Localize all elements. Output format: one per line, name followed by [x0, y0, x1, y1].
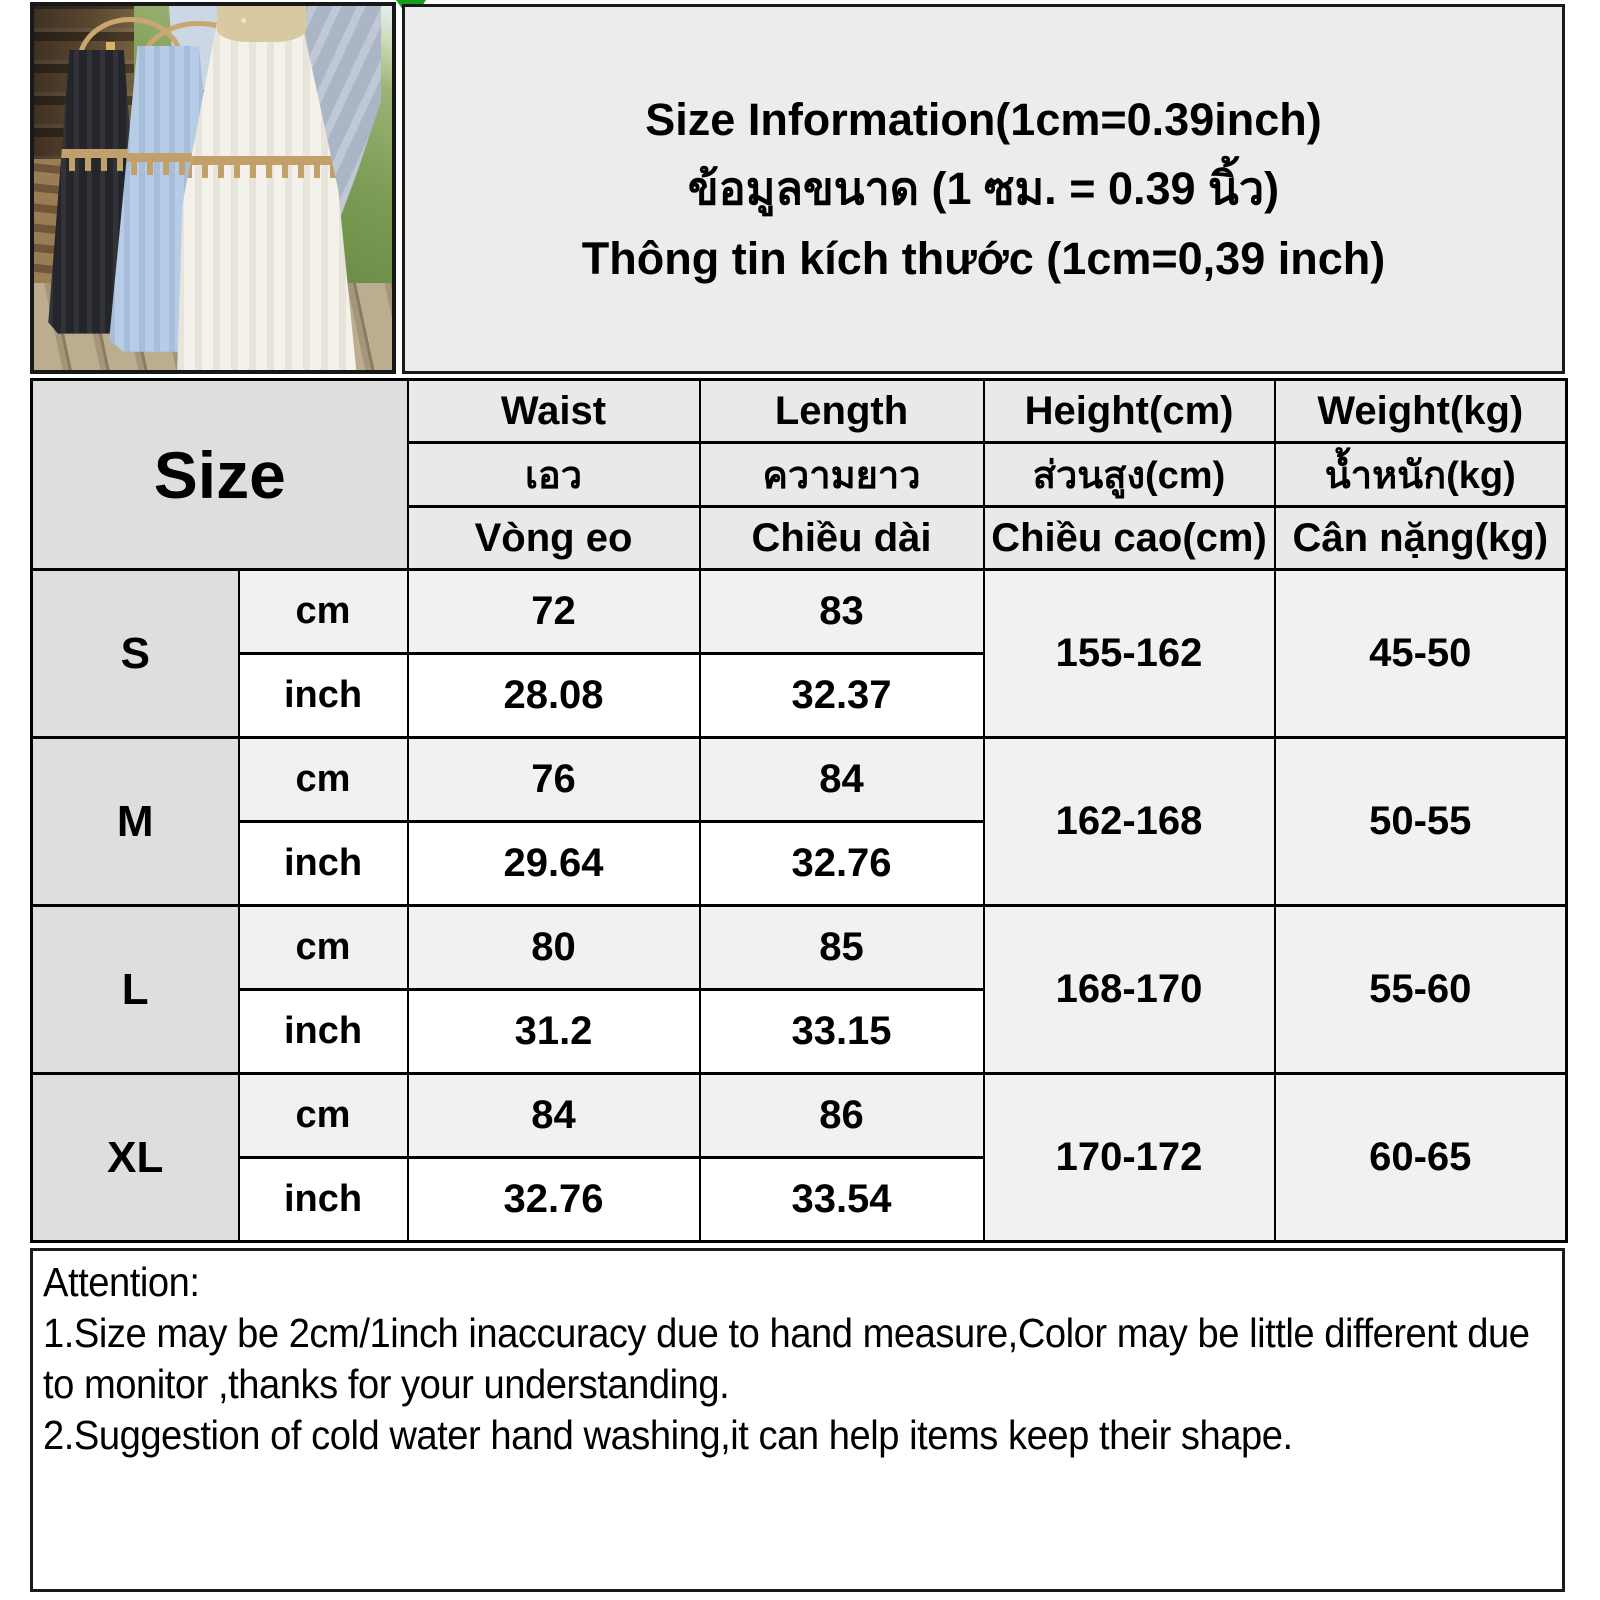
- unit-label-inch: inch: [239, 654, 408, 738]
- height-m: 162-168: [984, 738, 1275, 906]
- waist-m-cm: 76: [408, 738, 700, 822]
- waist-s-cm: 72: [408, 570, 700, 654]
- length-xl-inch: 33.54: [700, 1158, 984, 1242]
- table-row-m-cm: [32, 738, 1567, 822]
- header-row-english: [32, 380, 1567, 443]
- photo-lace-top: [217, 6, 307, 42]
- waist-l-inch: 31.2: [408, 990, 700, 1074]
- weight-s: 45-50: [1275, 570, 1567, 738]
- size-label-l: L: [32, 906, 239, 1074]
- col-header-height-en: Height(cm): [984, 380, 1275, 443]
- length-xl-cm: 86: [700, 1074, 984, 1158]
- height-xl: 170-172: [984, 1074, 1275, 1242]
- attention-heading: Attention:: [43, 1259, 200, 1305]
- col-header-length-en: Length: [700, 380, 984, 443]
- length-l-cm: 85: [700, 906, 984, 990]
- col-header-waist-en: Waist: [408, 380, 700, 443]
- attention-note-1: 1.Size may be 2cm/1inch inaccuracy due to hand measure,Color may be little different due to monitor ,thanks for your understanding.: [43, 1310, 1530, 1407]
- col-header-weight-en: Weight(kg): [1275, 380, 1567, 443]
- unit-label-cm: cm: [239, 1074, 408, 1158]
- unit-label-inch: inch: [239, 1158, 408, 1242]
- photo-tassels: [186, 165, 347, 178]
- unit-label-cm: cm: [239, 738, 408, 822]
- table-row-l-cm: [32, 906, 1567, 990]
- title-thai: ข้อมูลขนาด (1 ซม. = 0.39 นิ้ว): [687, 163, 1280, 215]
- title-box: [402, 4, 1565, 374]
- size-label-s: S: [32, 570, 239, 738]
- size-table: [30, 378, 1568, 1243]
- height-s: 155-162: [984, 570, 1275, 738]
- unit-label-cm: cm: [239, 570, 408, 654]
- title-english: Size Information(1cm=0.39inch): [645, 93, 1322, 145]
- col-header-height-th: ส่วนสูง(cm): [984, 443, 1275, 507]
- size-label-xl: XL: [32, 1074, 239, 1242]
- col-header-weight-vi: Cân nặng(kg): [1275, 507, 1567, 570]
- size-label-m: M: [32, 738, 239, 906]
- col-header-waist-th: เอว: [408, 443, 700, 507]
- col-header-length-vi: Chiều dài: [700, 507, 984, 570]
- waist-l-cm: 80: [408, 906, 700, 990]
- length-s-cm: 83: [700, 570, 984, 654]
- title-vietnamese: Thông tin kích thước (1cm=0,39 inch): [581, 232, 1386, 284]
- weight-xl: 60-65: [1275, 1074, 1567, 1242]
- height-l: 168-170: [984, 906, 1275, 1074]
- unit-label-cm: cm: [239, 906, 408, 990]
- product-photo: [30, 2, 396, 374]
- waist-m-inch: 29.64: [408, 822, 700, 906]
- size-corner-label: Size: [32, 380, 408, 570]
- waist-s-inch: 28.08: [408, 654, 700, 738]
- photo-tassel-trim: [186, 156, 347, 165]
- length-m-cm: 84: [700, 738, 984, 822]
- attention-box: [30, 1248, 1565, 1592]
- length-s-inch: 32.37: [700, 654, 984, 738]
- col-header-waist-vi: Vòng eo: [408, 507, 700, 570]
- attention-text: [43, 1257, 1562, 1461]
- length-l-inch: 33.15: [700, 990, 984, 1074]
- col-header-weight-th: น้ำหนัก(kg): [1275, 443, 1567, 507]
- waist-xl-cm: 84: [408, 1074, 700, 1158]
- weight-m: 50-55: [1275, 738, 1567, 906]
- table-row-s-cm: [32, 570, 1567, 654]
- waist-xl-inch: 32.76: [408, 1158, 700, 1242]
- table-row-xl-cm: [32, 1074, 1567, 1158]
- unit-label-inch: inch: [239, 822, 408, 906]
- length-m-inch: 32.76: [700, 822, 984, 906]
- attention-note-2: 2.Suggestion of cold water hand washing,it can help items keep their shape.: [43, 1412, 1293, 1458]
- col-header-length-th: ความยาว: [700, 443, 984, 507]
- unit-label-inch: inch: [239, 990, 408, 1074]
- col-header-height-vi: Chiều cao(cm): [984, 507, 1275, 570]
- weight-l: 55-60: [1275, 906, 1567, 1074]
